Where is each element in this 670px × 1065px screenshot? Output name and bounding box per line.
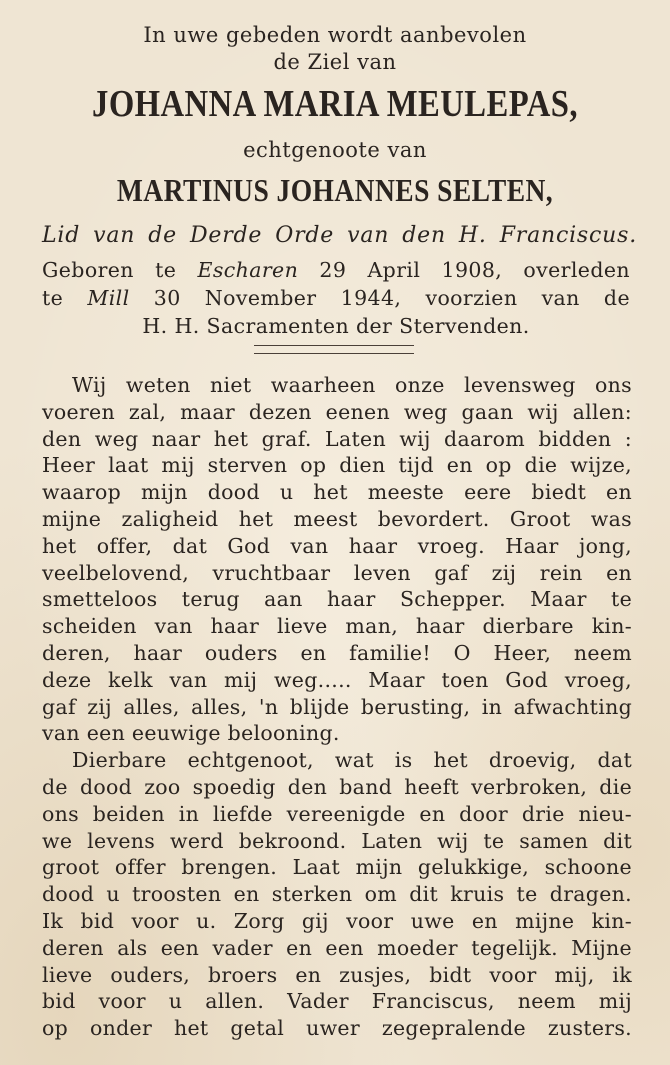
death-place: Mill: [87, 286, 130, 310]
prayer-line: Dierbare echtgenoot, wat is het droevig, dat: [72, 748, 632, 773]
death-text: te: [42, 286, 88, 310]
intro-line-2: de Ziel van: [273, 50, 397, 74]
prayer-line: voeren zal, maar dezen eenen weg gaan wij allen:: [42, 399, 632, 424]
prayer-line: Ik bid voor u. Zorg gij voor uwe en mijne kin-: [42, 908, 632, 933]
prayer-line: we levens werd bekroond. Laten wij te samen dit: [42, 828, 632, 853]
deceased-name: JOHANNA MARIA MEULEPAS,: [92, 83, 578, 125]
prayer-line: deren, haar ouders en familie! O Heer, neem: [42, 640, 632, 665]
prayer-line: deren als een vader en een moeder tegelijk. Mijne: [42, 935, 632, 960]
prayer-line: gaf zij alles, alles, 'n blijde berusting, in afwachting: [42, 694, 632, 719]
prayer-line: het offer, dat God van haar vroeg. Haar jong,: [42, 533, 632, 558]
intro-line-1: In uwe gebeden wordt aanbevolen: [143, 23, 527, 47]
order-membership: Lid van de Derde Orde van den H. Franciscus.: [42, 223, 637, 248]
birth-place: Escharen: [197, 258, 299, 282]
double-rule-divider: [254, 345, 414, 354]
prayer-line: mijne zaligheid het meest bevordert. Groot was: [42, 506, 632, 531]
prayer-line: de dood zoo spoedig den band heeft verbroken, die: [42, 774, 632, 799]
prayer-line: ons beiden in liefde vereenigde en door drie nieu-: [42, 801, 632, 826]
intro-text: [0, 22, 670, 76]
birth-date-text: 29 April 1908, overleden: [298, 258, 630, 282]
prayer-line: smetteloos terug aan haar Schepper. Maar te: [42, 587, 632, 612]
prayer-line: dood u troosten en sterken om dit kruis te dragen.: [42, 882, 632, 907]
spouse-label: echtgenoote van: [243, 138, 427, 162]
birth-line-3: H. H. Sacramenten der Stervenden.: [142, 314, 530, 338]
prayer-line: op onder het getal uwer zegepralende zusters.: [42, 1016, 632, 1041]
birth-line-1: [42, 256, 630, 284]
prayer-line: bid voor u allen. Vader Franciscus, neem mij: [42, 989, 632, 1014]
prayer-line: scheiden van haar lieve man, haar dierbare kin-: [42, 614, 632, 639]
birth-text: Geboren te: [42, 258, 198, 282]
birth-death-details: [42, 256, 630, 340]
prayer-line: deze kelk van mij weg..... Maar toen God vroeg,: [42, 667, 632, 692]
death-date-text: 30 November 1944, voorzien van de: [129, 286, 630, 310]
prayer-line: Wij weten niet waarheen onze levensweg ons: [72, 373, 632, 397]
prayer-line: lieve ouders, broers en zusjes, bidt voor mij, ik: [42, 962, 632, 987]
prayer-line: van een eeuwige belooning.: [42, 721, 340, 746]
birth-line-2: [42, 284, 630, 312]
prayer-line: groot offer brengen. Laat mijn gelukkige, schoone: [42, 855, 632, 880]
spouse-name: MARTINUS JOHANNES SELTEN,: [116, 172, 554, 208]
prayer-text: [42, 372, 632, 1042]
prayer-line: waarop mijn dood u het meeste eere biedt en: [42, 480, 632, 505]
prayer-line: den weg naar het graf. Laten wij daarom bidden :: [42, 426, 632, 451]
prayer-line: Heer laat mij sterven op dien tijd en op die wijze,: [42, 453, 632, 478]
prayer-line: veelbelovend, vruchtbaar leven gaf zij rein en: [42, 560, 632, 585]
